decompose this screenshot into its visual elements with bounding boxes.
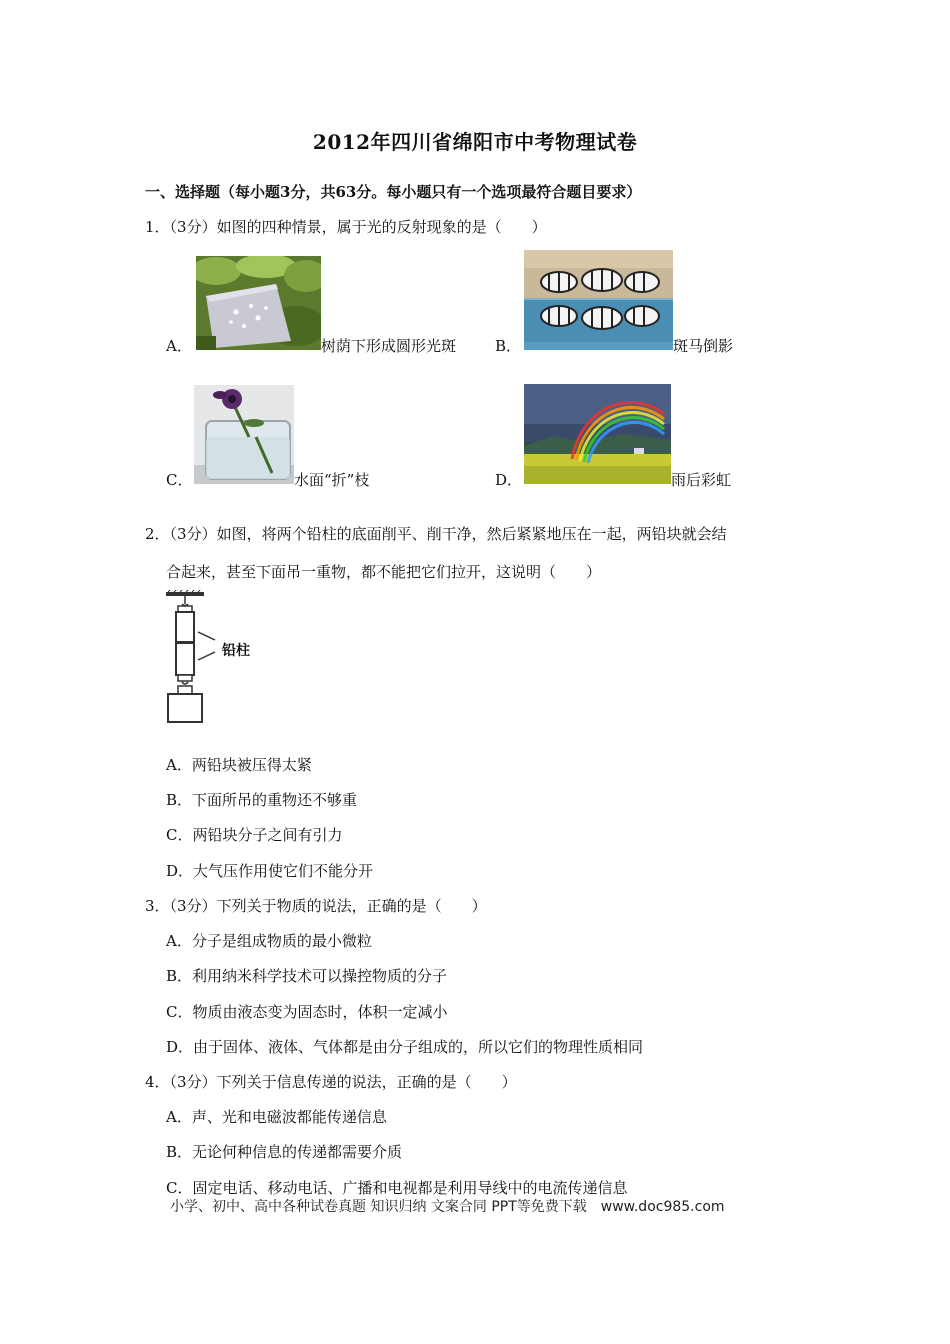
rainbow-after-rain-image bbox=[524, 384, 671, 484]
lead-cylinder-label: 铅柱 bbox=[222, 643, 250, 659]
q1-option-d-caption: 雨后彩虹 bbox=[671, 471, 732, 489]
q3-option-b: B．利用纳米科学技术可以操控物质的分子 bbox=[166, 967, 448, 985]
zebra-reflection-image bbox=[524, 250, 673, 350]
question-2-stem-line1: 2．（3分）如图，将两个铅柱的底面削平、削干净，然后紧紧地压在一起，两铅块就会结 bbox=[145, 525, 727, 543]
q3-option-c: C．物质由液态变为固态时，体积一定减小 bbox=[166, 1003, 448, 1021]
question-2-stem-line2: 合起来，甚至下面吊一重物，都不能把它们拉开，这说明（ ） bbox=[166, 563, 602, 581]
q2-option-c: C．两铅块分子之间有引力 bbox=[166, 826, 343, 844]
q1-option-c-letter: C． bbox=[166, 471, 193, 489]
q2-option-b: B．下面所吊的重物还不够重 bbox=[166, 791, 358, 809]
q1-option-c-caption: 水面“折”枝 bbox=[294, 471, 370, 489]
question-4-stem: 4．（3分）下列关于信息传递的说法，正确的是（ ） bbox=[145, 1073, 517, 1091]
lead-cylinders-figure bbox=[160, 590, 270, 726]
q1-option-d-letter: D． bbox=[495, 471, 523, 489]
q4-option-a: A．声、光和电磁波都能传递信息 bbox=[166, 1108, 387, 1126]
q1-option-b-caption: 斑马倒影 bbox=[673, 337, 734, 355]
q1-option-a-caption: 树荫下形成圆形光斑 bbox=[321, 337, 457, 355]
q4-option-c: C．固定电话、移动电话、广播和电视都是利用导线中的电流传递信息 bbox=[166, 1179, 628, 1197]
flower-in-water-glass-image bbox=[194, 385, 294, 484]
tree-shade-light-spots-image bbox=[196, 256, 321, 350]
page-title: 2012年四川省绵阳市中考物理试卷 bbox=[312, 130, 638, 154]
question-3-stem: 3．（3分）下列关于物质的说法，正确的是（ ） bbox=[145, 897, 487, 915]
q1-option-a-letter: A． bbox=[166, 337, 192, 355]
section-heading: 一、选择题（每小题3分，共63分。每小题只有一个选项最符合题目要求） bbox=[145, 183, 642, 201]
q3-option-d: D．由于固体、液体、气体都是由分子组成的，所以它们的物理性质相同 bbox=[166, 1038, 644, 1056]
footer-ad-link[interactable]: 小学、初中、高中各种试卷真题 知识归纳 文案合同 PPT等免费下载 www.doc985.com bbox=[170, 1199, 725, 1215]
q4-option-b: B．无论何种信息的传递都需要介质 bbox=[166, 1143, 403, 1161]
q2-option-a: A．两铅块被压得太紧 bbox=[166, 756, 312, 774]
question-1-stem: 1．（3分）如图的四种情景，属于光的反射现象的是（ ） bbox=[145, 218, 547, 236]
q2-option-d: D．大气压作用使它们不能分开 bbox=[166, 862, 374, 880]
q1-option-b-letter: B． bbox=[495, 337, 522, 355]
q3-option-a: A．分子是组成物质的最小微粒 bbox=[166, 932, 372, 950]
